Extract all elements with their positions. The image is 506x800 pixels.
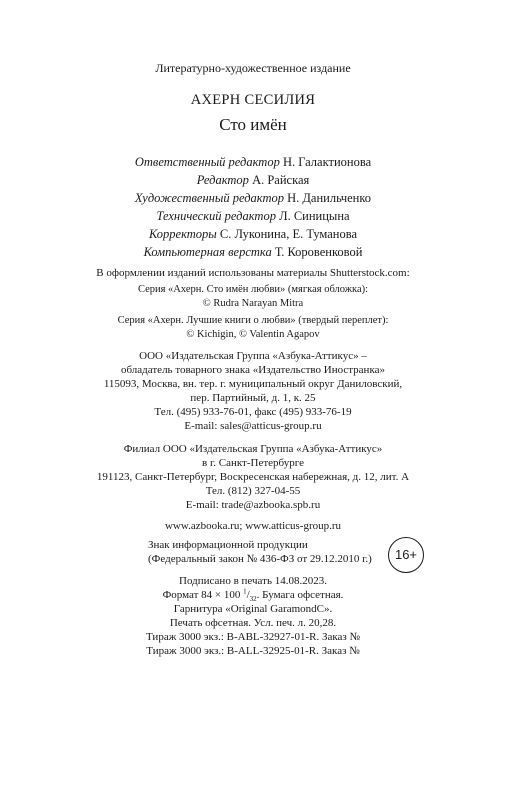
branch-phone: Тел. (812) 327-04-55 <box>205 485 301 497</box>
design-note-intro: В оформлении изданий использованы материалы Shutterstock.com: <box>96 267 410 279</box>
credit-role: Компьютерная верстка <box>143 245 272 259</box>
book-author: АХЕРН СЕСИЛИЯ <box>190 92 316 108</box>
credits-block <box>0 153 506 261</box>
print-run: Тираж 3000 экз.: B-ABL-32927-01-R. Заказ № <box>145 631 360 643</box>
credit-line <box>0 243 506 261</box>
credit-role: Корректоры <box>148 227 217 241</box>
publisher-email: E-mail: sales@atticus-group.ru <box>184 420 322 432</box>
credit-name: Н. Данильченко <box>287 191 372 205</box>
design-note-series1-credit: © Rudra Narayan Mitra <box>202 298 304 309</box>
age-rating-badge: 16+ <box>388 537 424 573</box>
credit-name: Л. Синицына <box>279 209 350 223</box>
book-title: Сто имён <box>219 115 287 134</box>
print-method: Печать офсетная. Усл. печ. л. 20,28. <box>169 617 337 629</box>
credit-role: Ответственный редактор <box>134 155 280 169</box>
format-suffix: . Бумага офсетная. <box>256 589 344 601</box>
publisher-address: 115093, Москва, вн. тер. г. муниципальный округ Даниловский, <box>103 378 403 390</box>
branch-line: в г. Санкт-Петербурге <box>202 457 304 469</box>
branch-line: Филиал ООО «Издательская Группа «Азбука-Аттикус» <box>123 443 383 455</box>
credit-line <box>0 153 506 171</box>
design-note-series2: Серия «Ахерн. Лучшие книги о любви» (твердый переплет): <box>117 315 389 326</box>
credit-line <box>0 171 506 189</box>
print-format: Формат 84 × 100 $^1/_{32}$. Бумага офсетная. <box>162 587 344 604</box>
credit-role: Редактор <box>196 173 249 187</box>
credit-name: С. Луконина, Е. Туманова <box>219 227 358 241</box>
publisher-phone: Тел. (495) 933-76-01, факс (495) 933-76-19 <box>154 406 352 418</box>
branch-address: 191123, Санкт-Петербург, Воскресенская набережная, д. 12, лит. А <box>96 471 410 483</box>
credit-role: Технический редактор <box>156 209 276 223</box>
edition-type: Литературно-художественное издание <box>155 61 351 75</box>
credit-line <box>0 225 506 243</box>
credit-name: Н. Галактионова <box>282 155 372 169</box>
design-note-series2-credit: © Kichigin, © Valentin Agapov <box>186 329 320 340</box>
credit-name: А. Райская <box>252 173 310 187</box>
publisher-line: ООО «Издательская Группа «Азбука-Аттикус» – <box>139 350 367 362</box>
credit-line <box>0 207 506 225</box>
print-run: Тираж 3000 экз.: B-ALL-32925-01-R. Заказ № <box>146 645 360 657</box>
print-signed: Подписано в печать 14.08.2023. <box>179 575 327 587</box>
websites: www.azbooka.ru; www.atticus-group.ru <box>164 520 342 532</box>
credit-line <box>0 189 506 207</box>
publisher-line: обладатель товарного знака «Издательство Иностранка» <box>120 364 386 376</box>
publisher-address: пер. Партийный, д. 1, к. 25 <box>190 392 316 404</box>
info-sign-law: (Федеральный закон № 436-ФЗ от 29.12.2010 г.) <box>148 553 372 565</box>
design-note-series1: Серия «Ахерн. Сто имён любви» (мягкая обложка): <box>137 284 369 295</box>
branch-email: E-mail: trade@azbooka.spb.ru <box>185 499 321 511</box>
format-prefix: Формат 84 × 100 <box>162 589 241 601</box>
credit-role: Художественный редактор <box>134 191 284 205</box>
format-numerator: 1 <box>243 587 247 596</box>
format-denominator: 32 <box>249 595 257 604</box>
info-sign-label: Знак информационной продукции <box>148 539 308 551</box>
print-typeface: Гарнитура «Original GaramondC». <box>173 603 333 615</box>
credit-name: Т. Коровенковой <box>274 245 363 259</box>
